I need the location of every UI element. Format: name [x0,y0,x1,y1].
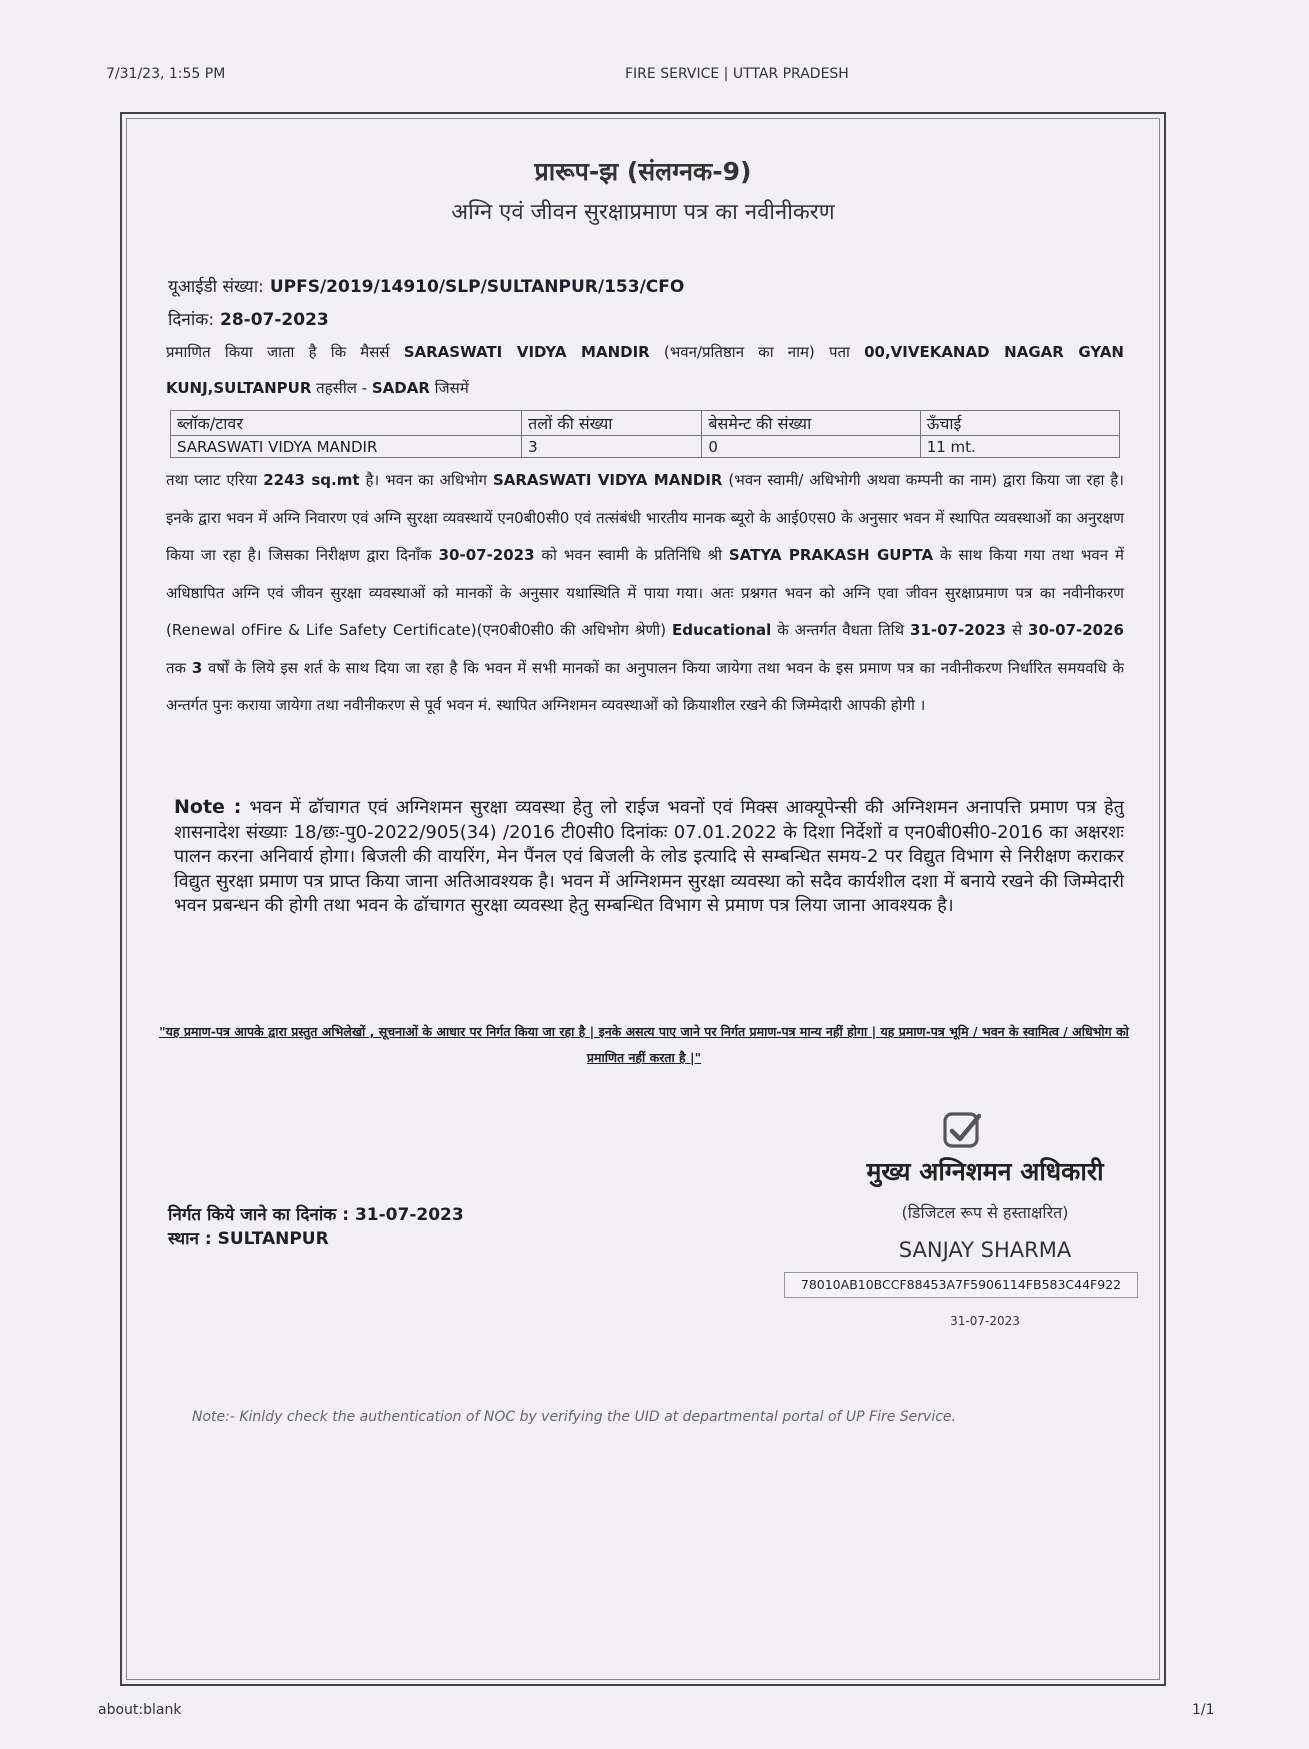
print-url: about:blank [98,1702,182,1718]
intro-text: प्रमाणित किया जाता है कि मैसर्स [166,343,390,361]
uid-label: यूआईडी संख्या: [168,277,264,297]
inspection-date: 30-07-2023 [438,546,535,564]
intro-text: तहसील - [316,379,368,397]
header-height: ऊँचाई [920,411,1119,436]
header-basements: बेसमेन्ट की संख्या [702,411,920,436]
cell-block: SARASWATI VIDYA MANDIR [171,436,522,458]
validity-years: 3 [191,658,203,677]
occupant-name: SARASWATI VIDYA MANDIR [492,471,723,489]
signer-title: मुख्य अग्निशमन अधिकारी [866,1157,1104,1186]
signer-name: SANJAY SHARMA [898,1238,1072,1262]
date-label: दिनांक: [168,310,215,330]
note-text: भवन में ढॉचागत एवं अग्निशमन सुरक्षा व्यवस्था हेतु लो राईज भवनों एवं मिक्स आक्यूपेन्सी की अग्निशमन अनापत्ति प्रमाण पत्र हेतु शासनादेश संख्याः 18/छः-पु0-2022/905(34) /2016 टी0सी0 दिनांकः 07.01.2022 के दिशा निर्देशों व एन0बी0सी0-2016 का अक्षरशः पालन करना अनिवार्य होगा। बिजली की वायरिंग, मेन पैंनल एवं बिजली के लोड इत्यादि से सम्बन्धित समय-2 पर विद्युत विभाग से निरीक्षण कराकर विद्युत सुरक्षा प्रमाण पत्र प्राप्त किया जाना अतिआवश्यक है। भवन में अग्निशमन सुरक्षा व्यवस्था को सदैव कार्यशील दशा में बनाये रखने की जिम्मेदारी भवन प्रबन्धन की होगी तथा भवन के ढॉचागत सुरक्षा व्यवस्था हेतु सम्बन्धित विभाग से प्रमाण पत्र लिया जाना आवश्यक है। [174,797,1124,916]
intro-text: (भवन/प्रतिष्ठान का नाम) पता [663,343,850,361]
body-paragraph [166,462,1124,725]
body-text: को भवन स्वामी के प्रतिनिधि श्री [541,546,722,564]
checkbox-check-icon [942,1110,982,1150]
certificate-frame [120,112,1166,1686]
uid-line [168,274,684,297]
print-header: FIRE SERVICE | UTTAR PRADESH [625,66,849,82]
note-label: Note : [174,796,242,818]
building-table [170,410,1120,458]
print-page-number: 1/1 [1192,1702,1215,1718]
header-floors: तलों की संख्या [522,411,702,436]
header-block: ब्लॉक/टावर [171,411,522,436]
signature-hash: 78010AB10BCCF88453A7F5906114FB583C44F922 [784,1272,1138,1298]
representative-name: SATYA PRAKASH GUPTA [728,546,934,564]
form-title: प्रारूप-झ (संलग्नक-9) [534,157,752,186]
date-line [168,307,329,330]
address: 00,VIVEKANAD NAGAR GYAN KUNJ,SULTANPUR [166,343,1124,397]
digital-signature-label: (डिजिटल रूप से हस्ताक्षरित) [901,1203,1069,1222]
issue-date-value: 31-07-2023 [354,1205,464,1225]
cell-floors: 3 [522,436,702,458]
form-subtitle: अग्नि एवं जीवन सुरक्षाप्रमाण पत्र का नवीनीकरण [451,200,835,225]
issue-place-label: स्थान : [168,1229,212,1249]
intro-paragraph [166,334,1124,406]
issue-date [168,1202,464,1225]
tehsil: SADAR [371,379,430,397]
uid-value: UPFS/2019/14910/SLP/SULTANPUR/153/CFO [269,277,685,297]
date-value: 28-07-2023 [219,310,329,330]
body-text: तक [166,658,187,677]
valid-to: 30-07-2026 [1028,621,1124,639]
issue-place-value: SULTANPUR [217,1229,329,1249]
firm-name: SARASWATI VIDYA MANDIR [403,343,650,361]
disclaimer: "यह प्रमाण-पत्र आपके द्वारा प्रस्तुत अभिलेखों , सूचनाओं के आधार पर निर्गत किया जा रहा है | इनके असत्य पाए जाने पर निर्गत प्रमाण-पत्र मान्य नहीं होगा | यह प्रमाण-पत्र भूमि / भवन के स्वामित्व / अधिभोग को प्रमाणित नहीं करता है |" [159,1024,1129,1065]
plot-area: 2243 sq.mt [263,471,360,489]
body-text: के अन्तर्गत वैधता तिथि [777,621,905,639]
cell-height: 11 mt. [920,436,1119,458]
note-paragraph [174,795,1124,919]
table-header-row [171,411,1120,436]
body-text: (भवन स्वामी/ अधिभोगी अथवा कम्पनी का नाम) द्वारा किया जा रहा है। इनके द्वारा भवन में अग्नि निवारण एवं अग्नि सुरक्षा व्यवस्थायें एन0बी0सी0 एवं तत्संबंधी भारतीय मानक ब्यूरो के आई0एस0 के अनुसार भवन में स्थापित व्यवस्थाओं का अनुरक्षण किया जा रहा है। जिसका निरीक्षण द्वारा दिनाँक [166,471,1124,564]
body-text: वर्षों के लिये इस शर्त के साथ दिया जा रहा है कि भवन में सभी मानकों का अनुपालन किया जायेगा तथा भवन के इस प्रमाण पत्र का नवीनीकरण निर्धारित समयवधि के अन्तर्गत पुनः कराया जायेगा तथा नवीनीकरण से पूर्व भवन मं. स्थापित अग्निशमन व्यवस्थाओं को क्रियाशील रखने की जिम्मेदारी आपकी होगी । [166,658,1124,714]
table-row [171,436,1120,458]
issue-date-label: निर्गत किये जाने का दिनांक : [168,1205,350,1225]
occupancy-category: Educational [672,621,772,639]
body-text: से [1011,621,1023,639]
body-text: है। भवन का अधिभोग [365,471,487,489]
signature-date: 31-07-2023 [950,1314,1020,1328]
intro-text: जिसमें [434,379,469,397]
issue-place [168,1226,329,1249]
footer-note: Note:- Kinldy check the authentication of NOC by verifying the UID at departmental portal of UP Fire Service. [192,1409,956,1425]
body-text: के साथ किया गया तथा भवन में अधिष्ठापित अग्नि एवं जीवन सुरक्षा व्यवस्थाओं को मानकों के अनुसार यथास्थिति में पाया गया। अतः प्रश्नगत भवन को अग्नि एवा जीवन सुरक्षाप्रमाण पत्र का नवीनीकरण (Renewal ofFire & Life Safety Certificate)(एन0बी0सी0 की अधिभोग श्रेणी) [166,546,1124,639]
print-datetime: 7/31/23, 1:55 PM [106,66,226,82]
valid-from: 31-07-2023 [910,621,1006,639]
cell-basements: 0 [702,436,920,458]
body-text: तथा प्लाट एरिया [166,471,258,489]
